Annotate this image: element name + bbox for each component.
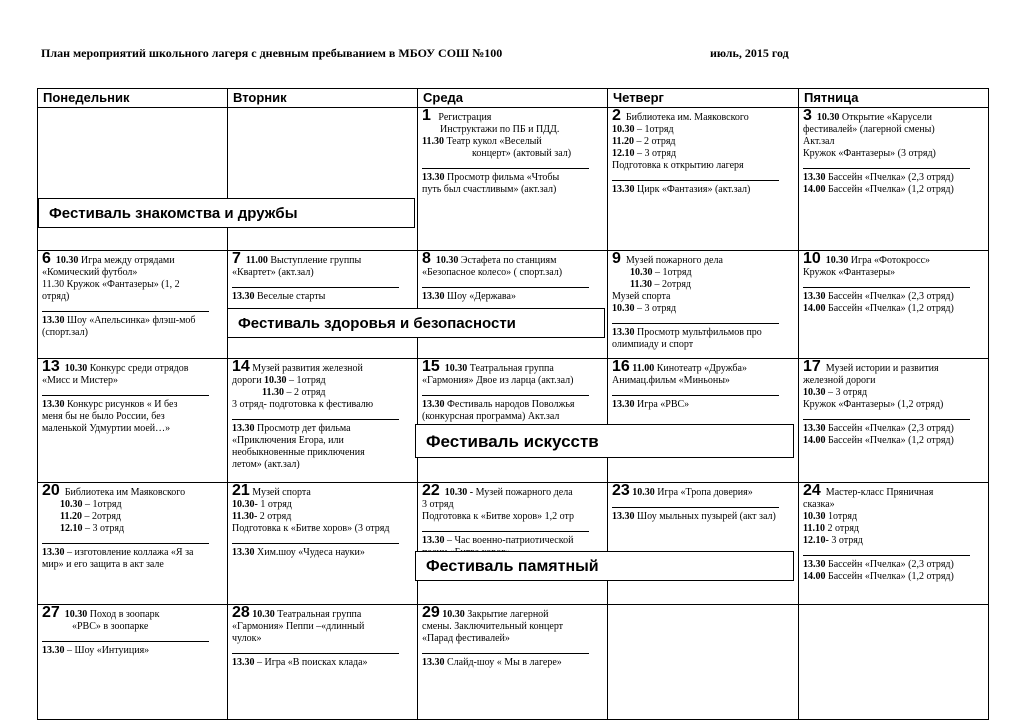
day-cell-29 [418, 605, 608, 720]
event-time: 13.30 [232, 547, 255, 558]
event-text: Библиотека им. Маяковского [625, 112, 749, 123]
event-time: 11.30 [262, 387, 284, 398]
event-text: – 3 отряд [828, 387, 868, 398]
event-text: фестивалей» (лагерной смены) [803, 124, 935, 135]
day-number: 3 [803, 107, 812, 124]
day-number: 23 [612, 482, 630, 499]
day-number: 14 [232, 358, 250, 375]
event-time: 13.30 [422, 535, 445, 546]
event-text: смены. Заключительный концерт [422, 621, 564, 632]
event-text: Бассейн «Пчелка» (2,3 отряд) [828, 172, 954, 183]
day-number: 22 [422, 482, 440, 499]
week-row-1 [38, 108, 989, 251]
event-text: Бассейн «Пчелка» (2,3 отряд) [828, 423, 954, 434]
event-text: Бассейн «Пчелка» (1,2 отряд) [828, 435, 954, 446]
event-time: 11.20 [60, 511, 82, 522]
day-cell-2 [608, 108, 799, 251]
event-text: чулок» [232, 633, 262, 644]
day-number: 15 [422, 358, 440, 375]
event-text: Музей истории и развития [825, 363, 939, 374]
event-time: 10.30 [442, 609, 465, 620]
event-time: 10.30 [803, 387, 826, 398]
event-text: – 2отряд [654, 279, 692, 290]
week-row-3 [38, 359, 989, 483]
event-text: Театральная группа [277, 609, 362, 620]
event-time: 13.30 [232, 423, 255, 434]
day-number: 10 [803, 250, 821, 267]
event-text: 3 отряд [422, 499, 454, 510]
festival-banner-4: Фестиваль памятный [415, 551, 794, 581]
event-time: 13.30 [422, 399, 445, 410]
event-text: Эстафета по станциям [460, 255, 557, 266]
event-text: – изготовление коллажа «Я за [67, 547, 194, 558]
event-text: Шоу «Апельсинка» флэш-моб [67, 315, 196, 326]
event-time: 11.30- [232, 511, 258, 522]
event-time: 13.30 [803, 423, 826, 434]
event-text: Игра «Тропа доверия» [657, 487, 753, 498]
day-number: 21 [232, 482, 250, 499]
empty-cell [38, 108, 228, 251]
event-text: Просмотр мультфильмов про [637, 327, 762, 338]
event-text: Мастер-класс Пряничная [825, 487, 934, 498]
event-text: – 3 отряд [637, 148, 677, 159]
event-text: Веселые старты [257, 291, 326, 302]
day-number: 9 [612, 250, 621, 267]
weekday-thursday: Четверг [608, 89, 799, 108]
event-text: 2 отряд [259, 511, 292, 522]
event-text: Бассейн «Пчелка» (1,2 отряд) [828, 303, 954, 314]
event-time: 12.10- [803, 535, 829, 546]
weekday-wednesday: Среда [418, 89, 608, 108]
event-text: Кружок «Фантазеры» [803, 267, 896, 278]
event-time: 10.30 [803, 511, 826, 522]
weekday-friday: Пятница [799, 89, 989, 108]
day-cell-17 [799, 359, 989, 483]
event-time: 13.30 [42, 315, 65, 326]
event-time: 13.30 [232, 291, 255, 302]
event-time: 13.30 [612, 511, 635, 522]
event-text: Регистрация [438, 112, 492, 123]
event-time: 10.30 [264, 375, 287, 386]
day-cell-14 [228, 359, 418, 483]
document-date: июль, 2015 год [710, 46, 789, 60]
event-time: 10.30 [630, 267, 653, 278]
event-text: 1отряд [828, 511, 858, 522]
event-text: маленькой Удмуртии моей…» [42, 423, 171, 434]
event-time: 13.30 [422, 657, 445, 668]
event-text: – 1отряд [289, 375, 326, 386]
event-text: Инструктажи по ПБ и ПДД. [440, 124, 560, 135]
event-time: 10.30 [816, 112, 840, 123]
event-text: Слайд-шоу « Мы в лагере» [447, 657, 562, 668]
event-text: Фестиваль народов Поволжья [447, 399, 575, 410]
event-text: – 3 отряд [85, 523, 125, 534]
event-text: Музей спорта [252, 487, 311, 498]
event-text: «Безопасное колесо» ( спорт.зал) [422, 267, 563, 278]
event-time: 12.10 [60, 523, 83, 534]
day-cell-9 [608, 251, 799, 359]
event-text: 11.30 Кружок «Фантазеры» (1, 2 [42, 279, 180, 290]
day-cell-28 [228, 605, 418, 720]
day-number: 6 [42, 250, 51, 267]
day-number: 8 [422, 250, 431, 267]
event-time: 10.30 [64, 609, 88, 620]
event-time: 13.30 [422, 172, 445, 183]
event-text: Акт.зал [803, 136, 835, 147]
day-number: 1 [422, 107, 431, 124]
day-cell-1 [418, 108, 608, 251]
event-text: – Игра «В поисках клада» [257, 657, 368, 668]
event-time: 11.20 [612, 136, 634, 147]
event-time: 10.30 [632, 487, 655, 498]
event-text: меня бы не было России, без [42, 411, 165, 422]
event-text: мир» и его защита в акт зале [42, 559, 164, 570]
event-time: 11.30 [630, 279, 652, 290]
event-text: летом» (акт.зал) [232, 459, 300, 470]
event-time: 10.30 [444, 363, 468, 374]
day-cell-13 [38, 359, 228, 483]
event-text: Музей развития железной [252, 363, 363, 374]
day-number: 29 [422, 604, 440, 621]
event-time: 10.30 [60, 499, 83, 510]
event-text: 3 отряд [831, 535, 863, 546]
event-time: 13.30 [422, 291, 445, 302]
event-time: 12.10 [612, 148, 635, 159]
event-text: необыкновенные приключения [232, 447, 365, 458]
week-row-5 [38, 605, 989, 720]
event-text: «Гармония» Пеппи –«длинный [232, 621, 365, 632]
day-cell-3 [799, 108, 989, 251]
event-time: 13.30 [612, 327, 635, 338]
event-time: 13.30 [612, 399, 635, 410]
day-cell-15 [418, 359, 608, 483]
event-time: 10.30 [435, 255, 459, 266]
day-number: 16 [612, 358, 630, 375]
event-time: 10.30 [64, 363, 88, 374]
event-time: 13.30 [612, 184, 635, 195]
event-text: Шоу мыльных пузырей (акт зал) [637, 511, 776, 522]
schedule-table [37, 88, 989, 720]
event-text: Открытие «Карусели [841, 112, 932, 123]
event-text: Подготовка к открытию лагеря [612, 160, 744, 171]
event-time: 10.30- [232, 499, 258, 510]
festival-banner-3: Фестиваль искусств [415, 424, 794, 458]
event-text: Анимац.фильм «Миньоны» [612, 375, 730, 386]
event-time: 10.30 [252, 609, 275, 620]
event-text: Хим.шоу «Чудеса науки» [257, 547, 365, 558]
day-number: 13 [42, 358, 60, 375]
day-number: 20 [42, 482, 60, 499]
day-number: 7 [232, 250, 241, 267]
event-text: Подготовка к «Битве хоров» 1,2 отр [422, 511, 574, 522]
event-time: 10.30 [825, 255, 849, 266]
event-text: – 2 отряд [636, 136, 676, 147]
event-time: 14.00 [803, 435, 826, 446]
event-text: «Мисс и Мистер» [42, 375, 118, 386]
event-time: 13.30 [42, 399, 65, 410]
event-text: Театр кукол «Веселый [446, 136, 542, 147]
day-cell-27 [38, 605, 228, 720]
event-text: Бассейн «Пчелка» (1,2 отряд) [828, 184, 954, 195]
event-time: 13.30 [42, 645, 65, 656]
day-number: 27 [42, 604, 60, 621]
event-time: 10.30 [55, 255, 79, 266]
event-text: (конкурсная программа) Акт.зал [422, 411, 560, 422]
week-row-2 [38, 251, 989, 359]
event-text: отряд) [42, 291, 70, 302]
event-text: – 1отряд [85, 499, 122, 510]
event-time: 14.00 [803, 303, 826, 314]
event-text: Просмотр дет фильма [257, 423, 351, 434]
event-time: 13.30 [42, 547, 65, 558]
day-cell-6 [38, 251, 228, 359]
empty-cell [228, 108, 418, 251]
event-text: «Парад фестивалей» [422, 633, 510, 644]
day-cell-20 [38, 483, 228, 605]
day-cell-23 [608, 483, 799, 605]
festival-banner-2: Фестиваль здоровья и безопасности [227, 308, 605, 338]
event-time: 13.30 [803, 291, 826, 302]
event-text: Кружок «Фантазеры» (1,2 отряд) [803, 399, 944, 410]
event-text: Музей пожарного дела [625, 255, 723, 266]
event-time: 11.10 [803, 523, 825, 534]
event-text: – 1отряд [637, 124, 674, 135]
event-text: Бассейн «Пчелка» (1,2 отряд) [828, 571, 954, 582]
day-cell-22 [418, 483, 608, 605]
event-time: 10.30 [612, 303, 635, 314]
event-time: 13.30 [803, 559, 826, 570]
event-time: 11.00 [632, 363, 655, 374]
day-cell-16 [608, 359, 799, 483]
event-text: Просмотр фильма «Чтобы [447, 172, 560, 183]
day-cell-24 [799, 483, 989, 605]
event-text: – 2 отряд [286, 387, 326, 398]
event-text: 1 отряд [260, 499, 292, 510]
event-text: «Приключения Егора, или [232, 435, 344, 446]
event-text: «Комический футбол» [42, 267, 138, 278]
event-text: концерт» (актовый зал) [472, 148, 572, 159]
day-number: 17 [803, 358, 821, 375]
week-row-4 [38, 483, 989, 605]
event-text: 3 отряд- подготовка к фестивалю [232, 399, 374, 410]
weekday-monday: Понедельник [38, 89, 228, 108]
event-text: «Гармония» Двое из ларца (акт.зал) [422, 375, 574, 386]
event-text: Цирк «Фантазия» (акт.зал) [637, 184, 751, 195]
day-number: 28 [232, 604, 250, 621]
event-text: 2 отряд [827, 523, 860, 534]
event-text: – 2отряд [84, 511, 122, 522]
day-cell-8 [418, 251, 608, 359]
event-time: 11.30 [422, 136, 444, 147]
event-text: Бассейн «Пчелка» (2,3 отряд) [828, 559, 954, 570]
empty-cell [608, 605, 799, 720]
event-text: Кинотеатр «Дружба» [656, 363, 747, 374]
empty-cell [799, 605, 989, 720]
event-text: дороги [232, 375, 262, 386]
event-text: олимпиаду и спорт [612, 339, 694, 350]
event-text: Закрытие лагерной [467, 609, 549, 620]
weekday-header-row [38, 89, 989, 108]
weekday-tuesday: Вторник [228, 89, 418, 108]
event-text: (спорт.зал) [42, 327, 88, 338]
day-number: 2 [612, 107, 621, 124]
event-text: Игра между отрядами [80, 255, 175, 266]
event-text: Театральная группа [469, 363, 554, 374]
day-cell-7 [228, 251, 418, 359]
event-text: железной дороги [803, 375, 876, 386]
event-text: путь был счастливым» (акт.зал) [422, 184, 557, 195]
day-cell-10 [799, 251, 989, 359]
event-text: – Час военно-патриотической [447, 535, 574, 546]
event-text: сказка» [803, 499, 835, 510]
event-time: 11.00 [245, 255, 268, 266]
event-text: Выступление группы [270, 255, 362, 266]
day-number: 24 [803, 482, 821, 499]
event-text: Библиотека им Маяковского [64, 487, 186, 498]
event-text: «РВС» в зоопарке [72, 621, 149, 632]
event-text: Шоу «Держава» [447, 291, 516, 302]
event-text: Конкурс среди отрядов [89, 363, 189, 374]
event-text: Игра «Фотокросс» [850, 255, 931, 266]
event-text: Бассейн «Пчелка» (2,3 отряд) [828, 291, 954, 302]
event-text: – Шоу «Интуиция» [67, 645, 150, 656]
event-text: Музей спорта [612, 291, 671, 302]
event-text: – 3 отряд [637, 303, 677, 314]
festival-banner-1: Фестиваль знакомства и дружбы [38, 198, 415, 228]
event-text: Музей пожарного дела [475, 487, 573, 498]
document-title: План мероприятий школьного лагеря с дневным пребыванием в МБОУ СОШ №100 [41, 46, 503, 60]
event-time: 10.30 [612, 124, 635, 135]
event-text: Подготовка к «Битве хоров» (3 отряд [232, 523, 390, 534]
event-text: «Квартет» (акт.зал) [232, 267, 314, 278]
event-time: 13.30 [803, 172, 826, 183]
event-text: Игра «РВС» [637, 399, 690, 410]
event-time: 13.30 [232, 657, 255, 668]
day-cell-21 [228, 483, 418, 605]
event-text: – 1отряд [655, 267, 692, 278]
event-time: 10.30 - [444, 487, 474, 498]
event-time: 14.00 [803, 184, 826, 195]
event-text: Кружок «Фантазеры» (3 отряд) [803, 148, 936, 159]
event-text: Конкурс рисунков « И без [67, 399, 178, 410]
event-time: 14.00 [803, 571, 826, 582]
event-text: Поход в зоопарк [89, 609, 160, 620]
